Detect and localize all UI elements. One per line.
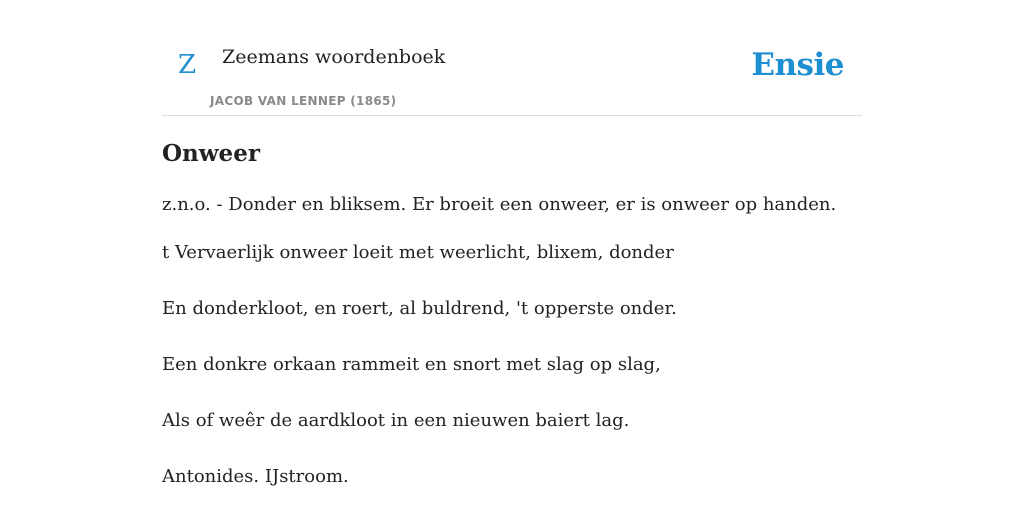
entry-title: Onweer — [162, 140, 260, 167]
ensie-logo-link[interactable]: Ensie — [751, 47, 844, 83]
quote-source: Antonides. IJstroom. — [162, 466, 349, 487]
quote-line: Als of weêr de aardkloot in een nieuwen baiert lag. — [162, 410, 630, 431]
page-container — [162, 0, 862, 487]
quote-line: En donderkloot, en roert, al buldrend, 't opperste onder. — [162, 298, 677, 319]
quote-lines — [162, 241, 677, 512]
dictionary-author: JACOB VAN LENNEP (1865) — [210, 94, 397, 108]
entry-definition: z.n.o. - Donder en bliksem. Er broeit een onweer, er is onweer op handen. — [162, 194, 837, 215]
dictionary-logo[interactable]: Z — [178, 50, 197, 80]
dictionary-title[interactable]: Zeemans woordenboek — [222, 46, 446, 68]
quote-line: t Vervaerlijk onweer loeit met weerlicht, blixem, donder — [162, 242, 674, 263]
page-header — [162, 0, 862, 116]
quote-line: Een donkre orkaan rammeit en snort met slag op slag, — [162, 354, 661, 375]
